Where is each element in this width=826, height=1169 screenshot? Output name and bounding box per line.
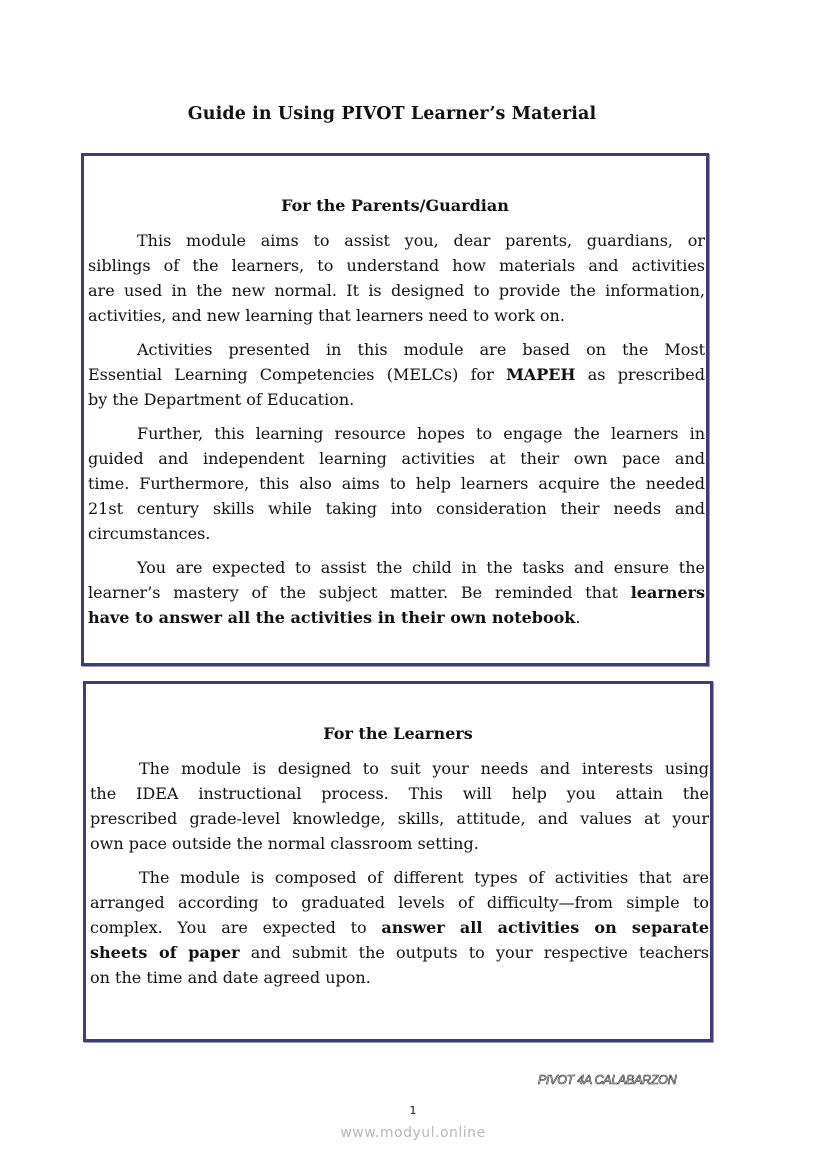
learners-heading: For the Learners (323, 724, 473, 743)
learners-paragraph-2: The module is composed of different types of activities that are arranged according to graduated levels of difficulty—from simple to complex. You are expected to answer all activities on separate sheets of paper and submit the outputs to your respective teachers on the time and date agreed upon. (90, 868, 710, 987)
page-number: 1 (409, 1104, 417, 1117)
parents-guardian-box (81, 153, 709, 666)
parents-paragraph-4: You are expected to assist the child in the tasks and ensure the learner’s mastery of the subject matter. Be reminded that learners have to answer all the activities in their own notebook. (88, 558, 705, 627)
parents-guardian-heading: For the Parents/Guardian (281, 196, 509, 215)
parents-paragraph-1: This module aims to assist you, dear parents, guardians, or siblings of the learners, to understand how materials and activities are used in the new normal. It is designed to provide the information, activities, and new learning that learners need to work on. (88, 231, 705, 325)
subject-mapeh: MAPEH (506, 365, 576, 384)
learners-paragraph-1: The module is designed to suit your needs and interests using the IDEA instructional process. This will help you attain the prescribed grade-level knowledge, skills, attitude, and values at your own pace outside the normal classroom setting. (90, 759, 709, 853)
notebook-reminder: have to answer all the activities in their own notebook (88, 608, 576, 627)
page-title: Guide in Using PIVOT Learner’s Material (187, 104, 597, 124)
parents-paragraph-2: Activities presented in this module are based on the Most Essential Learning Competencies (MELCs) for MAPEH as prescribed by the Department of Education. (88, 340, 706, 409)
footer-brand: PIVOT 4A CALABARZON (538, 1073, 677, 1087)
separate-sheets-reminder: sheets of paper (90, 943, 240, 962)
learners-box (83, 681, 713, 1042)
parents-paragraph-3: Further, this learning resource hopes to engage the learners in guided and independent learning activities at their own pace and time. Furthermore, this also aims to help learners acquire the needed 21st century skills while taking into consideration their needs and circumstances. (88, 424, 705, 543)
watermark: www.modyul.online (340, 1125, 486, 1141)
